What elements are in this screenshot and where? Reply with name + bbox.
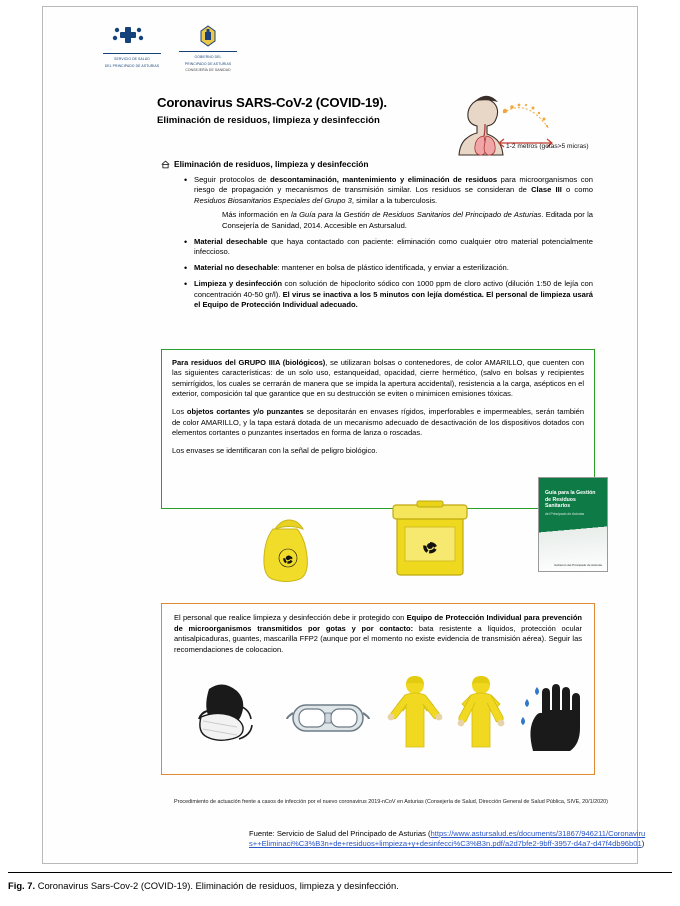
source-label: Fuente: Servicio de Salud del Principado de Asturias ( [249, 829, 431, 838]
poster-title-block [157, 95, 487, 126]
ppe-images-row [173, 673, 583, 768]
gown-illustration [449, 673, 513, 765]
green-box-para-3: Los envases se identificaran con la señal de peligro biológico. [172, 446, 378, 456]
sespa-logo-line2: DEL PRINCIPADO DE ASTURIAS [104, 63, 160, 68]
guide-footer: Gobierno del Principado de Asturias [554, 563, 602, 567]
logo-gobierno [179, 25, 237, 73]
yellow-waste-bag-illustration [253, 517, 323, 583]
bullet-text-3: Material no desechable: mantener en bolsa de plástico identificada, y enviar a esterilización. [194, 263, 509, 273]
home-icon [161, 160, 170, 169]
yellow-sharps-container-illustration [383, 497, 479, 581]
guide-subtitle: del Principado de Asturias [545, 511, 585, 516]
figure-caption-text: Coronavirus Sars-Cov-2 (COVID-19). Eliminación de residuos, limpieza y desinfección. [35, 880, 399, 891]
mask-illustration [183, 677, 263, 757]
sespa-logo-icon [105, 25, 159, 51]
bullet-list [183, 175, 593, 316]
bullet-text-4: Limpieza y desinfección con solución de hipoclorito sódico con 1000 ppm de cloro activo (dilución 1:50 de lejía con concentración 40-50 gr/l). El virus se inactiva a los 5 minutos con lejía doméstica. El personal de limpieza usará el Equipo de Protección Individual adecuado. [194, 279, 594, 310]
poster-figure [42, 6, 646, 864]
list-item [183, 279, 593, 310]
gobierno-crest-icon [185, 25, 231, 49]
droplet-transmission-illustration [443, 91, 623, 161]
poster-subtitle: Eliminación de residuos, limpieza y desinfección [157, 114, 380, 126]
list-item [183, 175, 593, 231]
source-line [249, 829, 649, 850]
section-heading-text: Eliminación de residuos, limpieza y desinfección [174, 159, 369, 169]
orange-box-text: El personal que realice limpieza y desinfección debe ir protegido con Equipo de Protección Individual para prevención de microorganismos transmitidos por gotas y por contacto: bata resistente a líquidos, protección ocular antisalpicaduras, guantes, mascarilla FFP2 (aunque por el momento no existe evidencia de transmisión aérea). Seguir las recomendaciones de colocacion. [174, 613, 582, 654]
bullet-text-2: Material desechable que haya contactado con paciente: eliminación como cualquier otro material potencialmente infeccioso. [194, 236, 593, 257]
gown-donning-illustration [383, 673, 447, 765]
bullet-text-1: Seguir protocolos de descontaminación, mantenimiento y eliminación de residuos para microorganismos con riesgo de propagación y mecanismos de transmisión similar. Los residuos se consideran de Clase III o como Residuos Biosanitarios Especiales del Grupo 3, similar a la tuberculosis. [194, 175, 594, 205]
waste-images-row [233, 477, 603, 587]
hand-hygiene-illustration [517, 681, 587, 755]
sespa-logo-line1: SERVICIO DE SALUD [114, 57, 150, 61]
green-box-para-2: Los objetos cortantes y/o punzantes se depositarán en envases rígidos, imperforables e impermeables, serán también de color AMARILLO, y la tapa estará dotada de un mecanismo adecuado de desactivación de los dispositivos dotados con elementos cortantes o punzantes insertados en forma de lanza o roscadas. [172, 407, 584, 438]
caption-divider [8, 872, 672, 873]
source-close-paren: ) [641, 839, 645, 849]
figure-caption [8, 880, 672, 893]
droplet-distance-caption: 1-2 metros (gotas>5 micras) [506, 143, 589, 150]
source-url-link[interactable]: https://www.astursalud.es/documents/31867/946211/Coronavirus++Eliminaci%C3%B3n+de+residuos+limpieza+y+desinfecci%C3%B3n.pdf/a2d7bfe2-9bff-3957-d4a7-d47f4db96b01 [249, 829, 646, 849]
waste-management-guide-cover [538, 477, 608, 572]
list-item [183, 237, 593, 258]
figure-caption-label: Fig. 7. [8, 880, 36, 891]
poster-title: Coronavirus SARS-CoV-2 (COVID-19). [157, 95, 387, 110]
section-heading [161, 159, 369, 169]
gobierno-logo-line1: GOBIERNO DEL [194, 55, 222, 59]
header-logos [103, 25, 237, 73]
logo-divider [103, 53, 161, 54]
bullet-subtext-1: Más información en la Guía para la Gestión de Residuos Sanitarios del Principado de Asturias. Editada por la Consejería de Sanidad, 2014. Accesible en Astursalud. [222, 210, 593, 230]
gobierno-logo-line3: CONSEJERÍA DE SANIDAD [185, 68, 231, 73]
guide-title: Guía para la Gestión de Residuos Sanitarios [545, 490, 596, 509]
logo-sespa [103, 25, 161, 68]
green-box-para-1: Para residuos del GRUPO IIIA (biológicos), se utilizaran bolsas o contenedores, de color AMARILLO, que cuenten con las siguientes características: de un solo uso, estanqueidad, opacidad, cierre hermético, (salvo en bolsas y recipientes semirrígidos, los cuales se cerrarán de manera que se impida la apertura accidental), resistencia a la carga, asépticos en el exterior, composición tal que garantice que en su destrucción se eviten o minimicen emisiones tóxicas. [172, 358, 584, 399]
gobierno-logo-line2: PRINCIPADO DE ASTURIAS [184, 61, 232, 66]
list-item [183, 263, 593, 273]
procedure-footnote: Procedimiento de actuación frente a casos de infección por el nuevo coronavirus 2019-nCoV en Asturias (Consejería de Salud, Dirección General de Salud Pública, SIVE, 20/1/2020) [174, 799, 608, 805]
logo-divider-2 [179, 51, 237, 52]
goggles-illustration [285, 695, 371, 743]
